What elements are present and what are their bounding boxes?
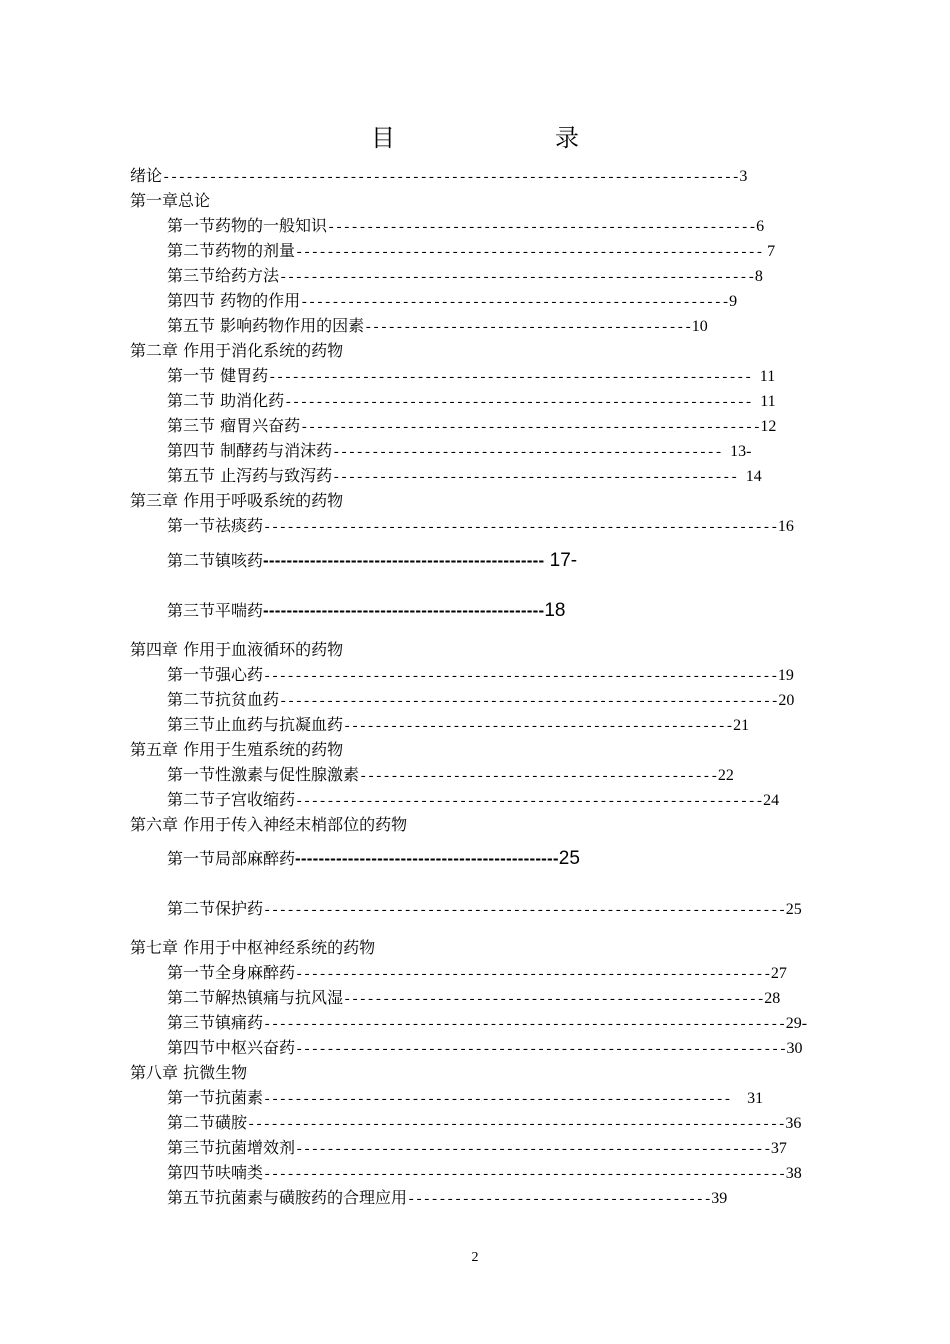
toc-page-number: 14 <box>737 468 762 485</box>
toc-entry-label: 第一节药物的一般知识 <box>167 216 328 235</box>
toc-entry-label: 第二节保护药 <box>167 899 264 918</box>
toc-leader-dashes: ------------------------------------------------------- <box>300 295 730 311</box>
toc-section-entry <box>167 416 776 438</box>
toc-section-entry <box>167 1113 801 1135</box>
toc-section-entry <box>167 466 762 488</box>
toc-leader-dashes: ------------------------------------------------------------------ <box>263 520 778 536</box>
toc-chapter-entry <box>130 938 375 958</box>
page-number: 2 <box>471 1250 479 1265</box>
toc-leader-dashes: ------------------------------------------------------------------- <box>263 903 786 919</box>
toc-section-entry <box>167 690 794 712</box>
toc-leader-dashes: ------------------------------------------------------------------ <box>263 669 778 685</box>
toc-leader-dashes: ----------------------------------------------------------- <box>300 420 761 436</box>
toc-entry-label: 第五节 止泻药与致泻药 <box>167 466 333 485</box>
toc-leader-dashes: ------------------------------------------------------------- <box>279 270 755 286</box>
toc-entry-label: 第二节磺胺 <box>167 1113 248 1132</box>
toc-section-entry <box>167 849 580 869</box>
page-title: 目 录 <box>371 124 647 152</box>
toc-section-entry <box>167 216 764 238</box>
toc-leader-dashes: -------------------------------------------------- <box>332 445 723 461</box>
toc-leader-dashes: -------------------------------------------------------------------------- <box>162 170 740 186</box>
toc-page-number: 39 <box>711 1190 728 1207</box>
toc-entry-label: 第二节抗贫血药 <box>167 690 280 709</box>
toc-entry-label: 第一章总论 <box>130 191 211 210</box>
toc-entry-label: 第一节 健胃药 <box>167 366 269 385</box>
toc-page-number: 36 <box>785 1115 802 1132</box>
toc-entry-label: 第三节止血药与抗凝血药 <box>167 715 344 734</box>
toc-section-entry <box>167 601 566 621</box>
toc-leader-dashes: ------------------------------------------------------------ <box>284 395 753 411</box>
toc-chapter-entry <box>130 740 343 760</box>
toc-entry-label: 绪论 <box>130 166 163 185</box>
toc-chapter-entry <box>130 815 407 835</box>
toc-entry-label: 第五节 影响药物作用的因素 <box>167 316 365 335</box>
toc-chapter-entry <box>130 341 343 361</box>
toc-entry-label: 第三节镇痛药 <box>167 1013 264 1032</box>
toc-section-entry <box>167 516 794 538</box>
toc-page-number: 11 <box>751 368 776 385</box>
toc-section-entry <box>167 988 780 1010</box>
toc-page-number: 12 <box>760 418 777 435</box>
toc-page-number: 29- <box>785 1015 808 1032</box>
toc-leader-dashes: ---------------------------------------------------- <box>332 470 738 486</box>
toc-leader-dashes: --------------------------------------------- <box>295 849 559 868</box>
toc-section-entry <box>167 1038 803 1060</box>
toc-leader-dashes: ---------------------------------------------- <box>359 769 718 785</box>
toc-leader-dashes: ---------------------------------------------------------------- <box>279 694 779 710</box>
toc-section-entry <box>167 715 749 737</box>
toc-entry-label: 第五节抗菌素与磺胺药的合理应用 <box>167 1188 408 1207</box>
toc-entry-label: 第四节中枢兴奋药 <box>167 1038 296 1057</box>
toc-entry-label: 第二节解热镇痛与抗风湿 <box>167 988 344 1007</box>
toc-section-entry <box>167 241 775 263</box>
toc-section-entry <box>167 441 752 463</box>
toc-section-entry <box>167 1188 727 1210</box>
toc-entry-label: 第三节给药方法 <box>167 266 280 285</box>
toc-page-number: 7 <box>763 243 776 260</box>
toc-page-number: 27 <box>770 965 787 982</box>
toc-page-number: 28 <box>764 990 781 1007</box>
toc-page-number: 6 <box>756 218 765 235</box>
toc-leader-dashes: ------------------------------------------------------------- <box>295 967 771 983</box>
toc-page-number: 22 <box>717 767 734 784</box>
toc-page-number: 31 <box>731 1090 764 1107</box>
toc-section-entry <box>167 1088 763 1110</box>
toc-entry-label: 第三节平喘药 <box>167 601 264 620</box>
toc-page-number: 37 <box>770 1140 787 1157</box>
toc-entry-label: 第八章 抗微生物 <box>130 1063 248 1082</box>
toc-section-entry <box>167 765 734 787</box>
toc-entry-label: 第三节 瘤胃兴奋药 <box>167 416 301 435</box>
toc-entry-label: 第四节 药物的作用 <box>167 291 301 310</box>
toc-leader-dashes: ------------------------------------------------------------ <box>295 794 764 810</box>
toc-leader-dashes: -------------------------------------------------------------- <box>268 370 752 386</box>
toc-chapter-entry <box>130 640 343 660</box>
toc-section-entry <box>167 316 708 338</box>
toc-leader-dashes: ------------------------------------------------------------------- <box>263 1017 786 1033</box>
toc-section-entry <box>167 899 802 921</box>
toc-leader-dashes: ------------------------------------------------------------ <box>295 245 764 261</box>
toc-entry-label: 第二节镇咳药 <box>167 551 264 570</box>
toc-section-entry <box>167 1013 807 1035</box>
toc-leader-dashes: --------------------------------------------------------------------- <box>247 1117 786 1133</box>
toc-entry-label: 第二章 作用于消化系统的药物 <box>130 341 344 360</box>
toc-section-entry <box>167 963 787 985</box>
toc-page-number: 19 <box>777 667 794 684</box>
toc-entry-label: 第四节 制酵药与消沫药 <box>167 441 333 460</box>
toc-page-number: 17- <box>544 550 578 571</box>
toc-section-entry <box>167 1163 802 1185</box>
toc-entry-label: 第三节抗菌增效剂 <box>167 1138 296 1157</box>
toc-entry-label: 第七章 作用于中枢神经系统的药物 <box>130 938 376 957</box>
toc-entry-label: 第一节祛痰药 <box>167 516 264 535</box>
toc-entry-label: 第二节 助消化药 <box>167 391 285 410</box>
toc-entry-label: 第二节子宫收缩药 <box>167 790 296 809</box>
toc-entry-label: 第一节全身麻醉药 <box>167 963 296 982</box>
toc-page-number: 21 <box>733 717 750 734</box>
toc-chapter-entry <box>130 491 343 511</box>
toc-page-number: 3 <box>739 168 748 185</box>
toc-entry-label: 第四章 作用于血液循环的药物 <box>130 640 344 659</box>
toc-section-entry <box>167 790 779 812</box>
toc-leader-dashes: ------------------------------------------------ <box>263 551 545 570</box>
toc-entry-label: 第五章 作用于生殖系统的药物 <box>130 740 344 759</box>
toc-leader-dashes: --------------------------------------------------------------- <box>295 1042 787 1058</box>
toc-chapter-entry <box>130 191 210 211</box>
toc-page-number: 25 <box>558 848 580 869</box>
toc-entry-label: 第三章 作用于呼吸系统的药物 <box>130 491 344 510</box>
toc-page-number: 11 <box>752 393 776 410</box>
toc-leader-dashes: ------------------------------------------------------------------- <box>263 1167 786 1183</box>
toc-leader-dashes: -------------------------------------------------- <box>343 719 734 735</box>
toc-page-number: 38 <box>785 1165 802 1182</box>
toc-leader-dashes: ------------------------------------------------------------ <box>263 1092 732 1108</box>
toc-page-number: 9 <box>729 293 738 310</box>
toc-entry-label: 第一节性激素与促性腺激素 <box>167 765 360 784</box>
toc-page-number: 20 <box>778 692 795 709</box>
toc-page-number: 10 <box>691 318 708 335</box>
toc-section-entry <box>167 391 776 413</box>
toc-section-entry <box>167 266 763 288</box>
toc-page-number: 30 <box>786 1040 803 1057</box>
toc-page-number: 25 <box>785 901 802 918</box>
toc-page-number: 16 <box>777 518 794 535</box>
toc-entry-label: 第一节抗菌素 <box>167 1088 264 1107</box>
toc-section-entry <box>167 551 577 571</box>
toc-entry-label: 第六章 作用于传入神经末梢部位的药物 <box>130 815 408 834</box>
toc-chapter-entry <box>130 1063 247 1083</box>
toc-section-entry <box>167 1138 787 1160</box>
toc-entry-label: 第二节药物的剂量 <box>167 241 296 260</box>
toc-leader-dashes: ------------------------------------------------------- <box>327 220 757 236</box>
toc-page-number: 18 <box>544 600 566 621</box>
toc-page-number: 8 <box>754 268 763 285</box>
toc-leader-dashes: --------------------------------------- <box>407 1192 712 1208</box>
toc-leader-dashes: ------------------------------------------------------------- <box>295 1142 771 1158</box>
toc-chapter-entry <box>130 166 747 188</box>
toc-section-entry <box>167 291 737 313</box>
toc-entry-label: 第一节强心药 <box>167 665 264 684</box>
toc-leader-dashes: ------------------------------------------------------ <box>343 992 765 1008</box>
toc-page-number: 13- <box>722 443 752 460</box>
toc-page-number: 24 <box>763 792 780 809</box>
toc-leader-dashes: ------------------------------------------ <box>364 320 692 336</box>
toc-section-entry <box>167 366 775 388</box>
toc-section-entry <box>167 665 794 687</box>
toc-entry-label: 第四节呋喃类 <box>167 1163 264 1182</box>
toc-entry-label: 第一节局部麻醉药 <box>167 849 296 868</box>
toc-leader-dashes: ------------------------------------------------ <box>263 601 545 620</box>
